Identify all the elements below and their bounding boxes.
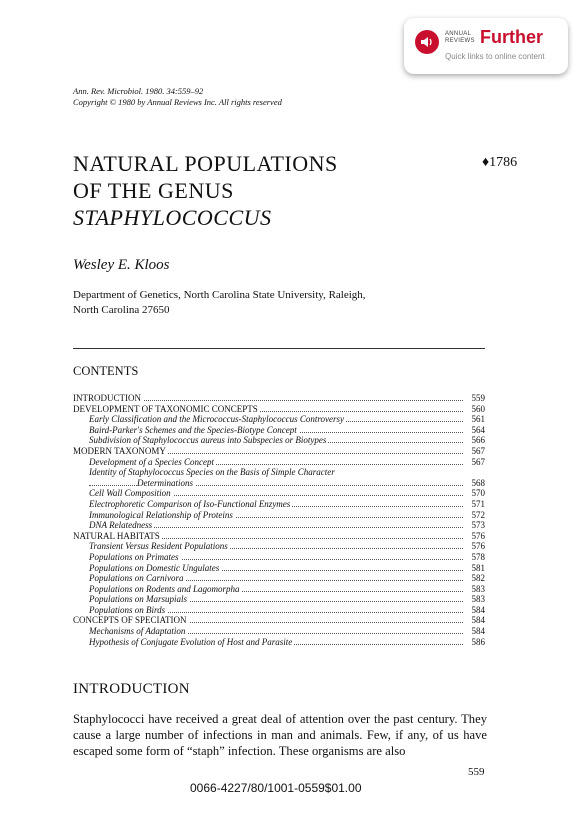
toc-entry-title: Populations on Rodents and Lagomorpha: [89, 583, 240, 594]
toc-entry[interactable]: [73, 393, 485, 404]
toc-entry-page: 578: [469, 552, 486, 563]
toc-entry[interactable]: [73, 414, 485, 425]
body-paragraph: Staphylococci have received a great deal of attention over the past century. They cause a large number of infections in man and animals. Few, if any, of us have escaped some form of “staph” infection. These organisms are also: [73, 712, 487, 758]
toc-entry-title: NATURAL HABITATS: [73, 530, 160, 541]
toc-entry-page: 560: [469, 404, 486, 415]
divider: [73, 348, 485, 349]
toc-entry-title: Subdivision of Staphylococcus aureus into Subspecies or Biotypes: [89, 435, 327, 446]
toc-entry-title: DNA Relatedness: [89, 520, 153, 531]
toc-entry-page: 583: [469, 584, 486, 595]
toc-entry-page: 583: [469, 594, 486, 605]
toc-entry-title: Early Classification and the Micrococcus-Staphylococcus Controversy: [89, 414, 345, 425]
toc-entry[interactable]: [73, 531, 485, 542]
toc-entry-title: INTRODUCTION: [73, 393, 141, 403]
article-title: [73, 150, 338, 231]
toc-entry[interactable]: [73, 488, 485, 499]
citation-line-2: Copyright © 1980 by Annual Reviews Inc. All rights reserved: [73, 97, 282, 107]
toc-entry-page: 571: [469, 499, 486, 510]
toc-entry-page: 559: [469, 393, 486, 404]
toc-entry[interactable]: [73, 584, 485, 595]
title-line-2: OF THE GENUS: [73, 178, 234, 203]
toc-entry[interactable]: [73, 467, 485, 478]
toc-entry-page: 576: [469, 531, 486, 542]
toc-entry-title: Immunological Relationship of Proteins: [89, 509, 233, 520]
toc-entry-title: CONCEPTS OF SPECIATION: [73, 615, 187, 626]
toc-entry[interactable]: [73, 457, 485, 468]
title-line-3: STAPHYLOCOCCUS: [73, 205, 272, 230]
toc-entry-title: MODERN TAXONOMY: [73, 445, 166, 456]
toc-entry[interactable]: [73, 520, 485, 531]
article-code: 0066-4227/80/1001-0559$01.00: [190, 781, 362, 795]
affiliation-line-2: North Carolina 27650: [73, 304, 170, 316]
toc-entry-title: Populations on Primates: [89, 551, 179, 562]
toc-entry[interactable]: [73, 605, 485, 616]
toc-entry[interactable]: [73, 615, 485, 626]
page-number: 559: [468, 766, 485, 778]
toc-entry-page: 561: [469, 414, 486, 425]
toc-entry-title: Baird-Parker's Schemes and the Species-Biotype Concept: [89, 424, 297, 435]
toc-entry[interactable]: [73, 499, 485, 510]
toc-entry[interactable]: [73, 637, 485, 648]
toc-entry[interactable]: [73, 626, 485, 637]
toc-entry-page: 573: [469, 520, 486, 531]
speaker-icon: [415, 30, 439, 54]
toc-entry-title: Identity of Staphylococcus Species on the Basis of Simple Character: [89, 467, 335, 478]
toc-entry-title: Electrophoretic Comparison of Iso-Functional Enzymes: [89, 498, 291, 509]
further-label: Further: [480, 27, 543, 47]
toc-entry-page: 568: [469, 478, 486, 489]
toc-entry-page: 567: [469, 457, 486, 468]
toc-entry-page: 566: [469, 435, 486, 446]
author-name: Wesley E. Kloos: [73, 257, 170, 273]
toc-entry-title: Determinations: [137, 477, 193, 488]
toc-entry[interactable]: [73, 478, 485, 489]
toc-entry-page: 570: [469, 488, 486, 499]
toc-entry-page: 586: [469, 637, 486, 648]
toc-entry[interactable]: [73, 425, 485, 436]
toc-entry[interactable]: [73, 435, 485, 446]
contents-heading: CONTENTS: [73, 364, 139, 378]
toc-entry-page: 584: [469, 615, 486, 626]
toc-entry-title: Cell Wall Composition: [89, 488, 171, 499]
toc-entry[interactable]: [73, 510, 485, 521]
toc-entry-page: 582: [469, 573, 486, 584]
toc-entry[interactable]: [73, 563, 485, 574]
toc-entry-title: Development of a Species Concept: [89, 456, 214, 467]
annual-reviews-logo-text: ANNUAL REVIEWS: [445, 31, 475, 44]
toc-entry[interactable]: [73, 552, 485, 563]
toc-entry[interactable]: [73, 446, 485, 457]
toc-entry-page: 581: [469, 563, 486, 574]
toc-entry[interactable]: [73, 541, 485, 552]
toc-entry[interactable]: [73, 573, 485, 584]
toc-entry-title: Transient Versus Resident Populations: [89, 541, 228, 552]
table-of-contents: [73, 393, 485, 647]
affiliation: [73, 288, 366, 318]
toc-entry-title: Mechanisms of Adaptation: [89, 626, 186, 637]
toc-entry-page: 572: [469, 510, 486, 521]
toc-entry-page: 564: [469, 425, 486, 436]
citation-line-1: Ann. Rev. Microbiol. 1980. 34:559–92: [73, 86, 204, 96]
toc-entry-page: 584: [469, 626, 486, 637]
section-heading: INTRODUCTION: [73, 681, 190, 697]
toc-entry-page: 567: [469, 446, 486, 457]
toc-entry-title: Populations on Domestic Ungulates: [89, 562, 220, 573]
toc-entry-title: DEVELOPMENT OF TAXONOMIC CONCEPTS: [73, 403, 258, 414]
affiliation-line-1: Department of Genetics, North Carolina State University, Raleigh,: [73, 289, 366, 301]
further-subtitle: Quick links to online content: [445, 52, 545, 61]
toc-entry[interactable]: [73, 404, 485, 415]
toc-entry-page: 584: [469, 605, 486, 616]
toc-entry-page: 576: [469, 541, 486, 552]
toc-entry-title: Populations on Carnivora: [89, 573, 184, 584]
further-badge[interactable]: [404, 18, 568, 74]
toc-entry-title: Populations on Birds: [89, 604, 166, 615]
article-tag: ♦1786: [482, 155, 518, 170]
title-line-1: NATURAL POPULATIONS: [73, 151, 338, 176]
toc-entry-title: Populations on Marsupials: [89, 594, 188, 605]
toc-entry-title: Hypothesis of Conjugate Evolution of Host and Parasite: [89, 636, 293, 647]
toc-entry[interactable]: [73, 594, 485, 605]
